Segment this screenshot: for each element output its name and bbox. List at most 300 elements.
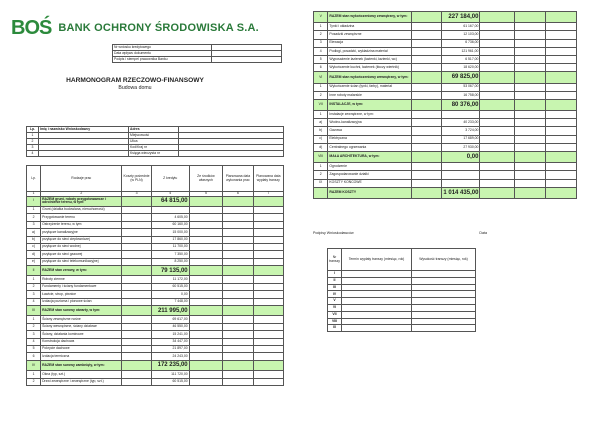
row-input-cell[interactable] — [514, 111, 545, 119]
row-input-cell[interactable] — [480, 39, 514, 47]
row-input-cell[interactable] — [122, 266, 151, 276]
row-input-cell[interactable] — [514, 47, 545, 55]
row-input-cell[interactable] — [189, 196, 223, 206]
tranche-input-cell[interactable] — [412, 284, 476, 291]
row-input-cell[interactable] — [223, 316, 253, 323]
owners-lp: 1 — [27, 133, 39, 139]
owners-header-name: Imię i nazwisko Wnioskodawcy — [39, 127, 129, 133]
row-work-name: Fundamenty i ściany fundamentowe — [41, 283, 122, 290]
row-input-cell[interactable] — [480, 31, 514, 39]
col-work-date: Planowana data wykonania prac — [223, 166, 253, 192]
row-input-cell[interactable] — [545, 39, 576, 47]
row-input-cell[interactable] — [223, 298, 253, 305]
row-input-cell[interactable] — [411, 64, 441, 72]
row-input-cell[interactable] — [122, 251, 151, 258]
row-input-cell[interactable] — [411, 23, 441, 31]
row-input-cell[interactable] — [480, 72, 514, 83]
row-input-cell[interactable] — [223, 331, 253, 338]
row-input-cell[interactable] — [514, 135, 545, 143]
row-input-cell[interactable] — [122, 229, 151, 236]
row-credit-value: 1 014 435,00 — [441, 187, 480, 198]
row-input-cell[interactable] — [122, 258, 151, 265]
row-input-cell[interactable] — [411, 72, 441, 83]
row-lp — [314, 187, 328, 198]
tranche-number: I — [328, 271, 342, 278]
col-credit: Z kredytu — [151, 166, 189, 192]
row-input-cell[interactable] — [411, 187, 441, 198]
row-lp: V — [314, 12, 328, 23]
tranche-input-cell[interactable] — [412, 325, 476, 332]
row-lp: c) — [27, 243, 41, 250]
row-credit-value: 6 736,00 — [441, 39, 480, 47]
row-input-cell[interactable] — [514, 163, 545, 171]
row-input-cell[interactable] — [253, 298, 283, 305]
table-row — [314, 163, 577, 171]
row-credit-value: 80 376,00 — [441, 99, 480, 110]
row-work-name: Okna (typ, szt.) — [41, 371, 122, 378]
row-work-name: przyłącze kanalizacyjne — [41, 229, 122, 236]
row-credit-value — [441, 111, 480, 119]
row-input-cell[interactable] — [480, 12, 514, 23]
section-total-row — [27, 306, 284, 316]
row-input-cell[interactable] — [480, 55, 514, 63]
row-input-cell[interactable] — [189, 345, 223, 352]
tranche-input-cell[interactable] — [342, 298, 412, 305]
row-input-cell[interactable] — [411, 12, 441, 23]
row-input-cell[interactable] — [545, 23, 576, 31]
signature-label: Podpisy Wnioskodawców — [313, 231, 354, 235]
row-input-cell[interactable] — [480, 143, 514, 151]
row-lp: 3 — [27, 291, 41, 298]
row-input-cell[interactable] — [545, 179, 576, 187]
row-input-cell[interactable] — [189, 378, 223, 385]
row-input-cell[interactable] — [411, 111, 441, 119]
row-input-cell[interactable] — [411, 127, 441, 135]
row-input-cell[interactable] — [545, 171, 576, 179]
row-input-cell[interactable] — [411, 152, 441, 163]
row-credit-value: 60 515,00 — [151, 283, 189, 290]
row-input-cell[interactable] — [480, 99, 514, 110]
row-work-name: Wykończenie ścian (tynki, farby), materiał — [328, 83, 411, 91]
row-input-cell[interactable] — [122, 214, 151, 221]
row-input-cell[interactable] — [545, 152, 576, 163]
row-input-cell[interactable] — [223, 378, 253, 385]
row-input-cell[interactable] — [253, 196, 283, 206]
tranche-number: IV — [328, 291, 342, 298]
row-input-cell[interactable] — [253, 345, 283, 352]
row-input-cell[interactable] — [514, 12, 545, 23]
tranche-number: VI — [328, 304, 342, 311]
row-input-cell[interactable] — [189, 258, 223, 265]
row-input-cell[interactable] — [545, 163, 576, 171]
row-input-cell[interactable] — [223, 251, 253, 258]
row-input-cell[interactable] — [253, 229, 283, 236]
row-input-cell[interactable] — [480, 152, 514, 163]
row-input-cell[interactable] — [514, 99, 545, 110]
row-input-cell[interactable] — [545, 91, 576, 99]
row-input-cell[interactable] — [122, 291, 151, 298]
row-credit-value: 172 235,00 — [151, 360, 189, 370]
row-input-cell[interactable] — [189, 276, 223, 283]
row-work-name: Ściany, działania kominowe — [41, 331, 122, 338]
row-input-cell[interactable] — [223, 345, 253, 352]
row-input-cell[interactable] — [253, 276, 283, 283]
row-input-cell[interactable] — [411, 119, 441, 127]
row-input-cell[interactable] — [122, 371, 151, 378]
bank-info-value[interactable] — [212, 57, 282, 63]
row-input-cell[interactable] — [122, 353, 151, 360]
row-input-cell[interactable] — [545, 64, 576, 72]
tranche-input-cell[interactable] — [342, 311, 412, 318]
row-input-cell[interactable] — [189, 236, 223, 243]
row-input-cell[interactable] — [122, 345, 151, 352]
row-input-cell[interactable] — [189, 291, 223, 298]
row-credit-value: 53 067,00 — [441, 83, 480, 91]
row-input-cell[interactable] — [223, 323, 253, 330]
tranche-input-cell[interactable] — [342, 291, 412, 298]
owner-field-label: Ulica — [129, 139, 179, 145]
tranche-input-cell[interactable] — [412, 298, 476, 305]
owners-header-address: Adres — [129, 127, 179, 133]
row-input-cell[interactable] — [223, 229, 253, 236]
tranche-input-cell[interactable] — [342, 318, 412, 325]
row-input-cell[interactable] — [514, 152, 545, 163]
row-credit-value: 7 448,00 — [151, 298, 189, 305]
row-lp: 5 — [27, 345, 41, 352]
row-input-cell[interactable] — [253, 236, 283, 243]
row-input-cell[interactable] — [253, 371, 283, 378]
row-input-cell[interactable] — [253, 251, 283, 258]
row-input-cell[interactable] — [223, 353, 253, 360]
tranche-input-cell[interactable] — [342, 284, 412, 291]
row-credit-value: 64 815,00 — [151, 196, 189, 206]
row-input-cell[interactable] — [122, 331, 151, 338]
row-input-cell[interactable] — [480, 127, 514, 135]
row-input-cell[interactable] — [514, 127, 545, 135]
row-input-cell[interactable] — [411, 55, 441, 63]
row-input-cell[interactable] — [253, 266, 283, 276]
row-input-cell[interactable] — [223, 371, 253, 378]
row-input-cell[interactable] — [122, 378, 151, 385]
row-input-cell[interactable] — [514, 72, 545, 83]
row-input-cell[interactable] — [223, 276, 253, 283]
tranche-input-cell[interactable] — [412, 311, 476, 318]
owner-field-label: Kod/Kraj nr — [129, 145, 179, 151]
row-input-cell[interactable] — [122, 316, 151, 323]
row-input-cell[interactable] — [545, 135, 576, 143]
row-input-cell[interactable] — [223, 360, 253, 370]
row-input-cell[interactable] — [223, 221, 253, 228]
row-input-cell[interactable] — [411, 83, 441, 91]
table-row — [314, 119, 577, 127]
row-input-cell[interactable] — [223, 291, 253, 298]
row-input-cell[interactable] — [253, 291, 283, 298]
row-lp: c) — [314, 135, 328, 143]
row-input-cell[interactable] — [189, 214, 223, 221]
row-input-cell[interactable] — [253, 243, 283, 250]
table-row — [314, 31, 577, 39]
row-work-name: Tynki i okładzina — [328, 23, 411, 31]
row-input-cell[interactable] — [122, 276, 151, 283]
row-input-cell[interactable] — [253, 316, 283, 323]
table-row — [27, 283, 284, 290]
row-credit-value: 40 233,00 — [441, 119, 480, 127]
row-credit-value: 61 167,00 — [441, 23, 480, 31]
row-input-cell[interactable] — [411, 31, 441, 39]
row-input-cell[interactable] — [122, 206, 151, 213]
row-input-cell[interactable] — [545, 143, 576, 151]
row-lp: b) — [27, 236, 41, 243]
row-input-cell[interactable] — [122, 243, 151, 250]
row-input-cell[interactable] — [223, 214, 253, 221]
row-input-cell[interactable] — [545, 72, 576, 83]
row-input-cell[interactable] — [411, 91, 441, 99]
row-input-cell[interactable] — [253, 283, 283, 290]
row-input-cell[interactable] — [189, 243, 223, 250]
row-input-cell[interactable] — [223, 206, 253, 213]
row-input-cell[interactable] — [189, 323, 223, 330]
row-work-name: Przygotowanie terenu — [41, 214, 122, 221]
tranche-number: II — [328, 277, 342, 284]
tranche-row — [328, 298, 476, 305]
row-credit-value: 79 135,00 — [151, 266, 189, 276]
row-input-cell[interactable] — [189, 338, 223, 345]
row-input-cell[interactable] — [253, 258, 283, 265]
schedule-body — [27, 196, 284, 385]
row-input-cell[interactable] — [411, 99, 441, 110]
row-lp: d) — [314, 143, 328, 151]
row-input-cell[interactable] — [545, 127, 576, 135]
row-work-name: przyłącze do sieci wodnej — [41, 243, 122, 250]
table-row — [27, 316, 284, 323]
row-input-cell[interactable] — [189, 229, 223, 236]
row-input-cell[interactable] — [480, 91, 514, 99]
schedule-table — [26, 165, 284, 386]
row-input-cell[interactable] — [480, 179, 514, 187]
row-work-name: Wykończenie kuchni, łazienek (tłoczy wiertnik) — [328, 64, 411, 72]
row-input-cell[interactable] — [122, 360, 151, 370]
row-input-cell[interactable] — [411, 47, 441, 55]
tranche-input-cell[interactable] — [342, 325, 412, 332]
tranche-input-cell[interactable] — [412, 277, 476, 284]
row-input-cell[interactable] — [253, 214, 283, 221]
row-input-cell[interactable] — [253, 360, 283, 370]
row-input-cell[interactable] — [189, 316, 223, 323]
row-input-cell[interactable] — [514, 171, 545, 179]
row-input-cell[interactable] — [122, 236, 151, 243]
row-lp: 1 — [27, 371, 41, 378]
row-credit-value: 15 000,00 — [151, 229, 189, 236]
tranche-input-cell[interactable] — [412, 271, 476, 278]
row-input-cell[interactable] — [189, 331, 223, 338]
bank-info-row: Podpis i stempel pracownika Banku — [113, 57, 212, 63]
row-input-cell[interactable] — [223, 306, 253, 316]
bank-info-row: Data wpływu dokumentu — [113, 51, 212, 57]
row-input-cell[interactable] — [223, 338, 253, 345]
row-input-cell[interactable] — [480, 111, 514, 119]
row-input-cell[interactable] — [253, 353, 283, 360]
tranche-input-cell[interactable] — [342, 304, 412, 311]
row-input-cell[interactable] — [223, 243, 253, 250]
row-lp: 3 — [27, 221, 41, 228]
row-input-cell[interactable] — [189, 360, 223, 370]
row-lp: d) — [27, 251, 41, 258]
tranche-input-cell[interactable] — [412, 304, 476, 311]
row-input-cell[interactable] — [480, 135, 514, 143]
row-input-cell[interactable] — [480, 187, 514, 198]
row-input-cell[interactable] — [545, 55, 576, 63]
row-input-cell[interactable] — [223, 283, 253, 290]
row-work-name: Pokrycie dachowe — [41, 345, 122, 352]
tranche-input-cell[interactable] — [412, 291, 476, 298]
row-input-cell[interactable] — [122, 338, 151, 345]
row-input-cell[interactable] — [545, 83, 576, 91]
row-input-cell[interactable] — [189, 206, 223, 213]
row-input-cell[interactable] — [514, 119, 545, 127]
row-lp: 2 — [27, 283, 41, 290]
col-number: 6 — [223, 192, 253, 197]
tranche-input-cell[interactable] — [412, 318, 476, 325]
row-input-cell[interactable] — [253, 378, 283, 385]
row-work-name: Roboty ziemne — [41, 276, 122, 283]
row-input-cell[interactable] — [189, 298, 223, 305]
col-payout-date: Planowana data wypłaty transzy — [253, 166, 283, 192]
row-input-cell[interactable] — [189, 306, 223, 316]
section-total-row — [314, 187, 577, 198]
row-input-cell[interactable] — [480, 171, 514, 179]
owner-field-label: Miejscowość — [129, 133, 179, 139]
row-input-cell[interactable] — [189, 283, 223, 290]
row-input-cell[interactable] — [253, 323, 283, 330]
row-lp: e) — [27, 258, 41, 265]
row-input-cell[interactable] — [223, 258, 253, 265]
row-input-cell[interactable] — [253, 206, 283, 213]
row-credit-value: 3 724,00 — [441, 127, 480, 135]
tranche-input-cell[interactable] — [342, 271, 412, 278]
owner-field-value[interactable] — [179, 151, 284, 157]
schedule-table-continued — [313, 11, 577, 199]
row-credit-value: 69 825,00 — [441, 72, 480, 83]
row-input-cell[interactable] — [189, 266, 223, 276]
row-lp: 2 — [314, 171, 328, 179]
row-input-cell[interactable] — [411, 171, 441, 179]
table-row — [27, 291, 284, 298]
row-input-cell[interactable] — [122, 221, 151, 228]
row-input-cell[interactable] — [411, 39, 441, 47]
row-input-cell[interactable] — [253, 306, 283, 316]
tranche-input-cell[interactable] — [342, 277, 412, 284]
table-row — [27, 371, 284, 378]
row-input-cell[interactable] — [122, 323, 151, 330]
row-input-cell[interactable] — [545, 111, 576, 119]
row-input-cell[interactable] — [223, 266, 253, 276]
row-input-cell[interactable] — [545, 12, 576, 23]
row-input-cell[interactable] — [480, 119, 514, 127]
row-input-cell[interactable] — [411, 143, 441, 151]
row-input-cell[interactable] — [480, 23, 514, 31]
tranche-row — [328, 271, 476, 278]
row-work-name: przyłącze do sieci gazowej — [41, 251, 122, 258]
table-row — [27, 331, 284, 338]
row-work-name: Ławicie, strop, piwnice — [41, 291, 122, 298]
row-input-cell[interactable] — [514, 39, 545, 47]
row-input-cell[interactable] — [223, 236, 253, 243]
row-work-name: RAZEM stan zerowy, w tym: — [41, 266, 122, 276]
row-input-cell[interactable] — [514, 179, 545, 187]
row-input-cell[interactable] — [514, 64, 545, 72]
tranche-number: V — [328, 298, 342, 305]
row-input-cell[interactable] — [545, 119, 576, 127]
row-credit-value: 0,00 — [441, 152, 480, 163]
row-input-cell[interactable] — [411, 163, 441, 171]
row-lp: 2 — [27, 323, 41, 330]
tranche-number: IX — [328, 325, 342, 332]
row-input-cell[interactable] — [480, 83, 514, 91]
row-input-cell[interactable] — [480, 64, 514, 72]
row-input-cell[interactable] — [514, 91, 545, 99]
row-input-cell[interactable] — [545, 99, 576, 110]
row-input-cell[interactable] — [514, 23, 545, 31]
row-input-cell[interactable] — [189, 353, 223, 360]
row-lp: I — [27, 196, 41, 206]
row-input-cell[interactable] — [122, 298, 151, 305]
row-input-cell[interactable] — [189, 251, 223, 258]
row-input-cell[interactable] — [545, 31, 576, 39]
row-input-cell[interactable] — [189, 371, 223, 378]
row-input-cell[interactable] — [223, 196, 253, 206]
row-input-cell[interactable] — [480, 47, 514, 55]
row-work-name: Izolacja termiczna — [41, 353, 122, 360]
row-input-cell[interactable] — [122, 283, 151, 290]
row-lp: 2 — [27, 214, 41, 221]
row-input-cell[interactable] — [545, 47, 576, 55]
row-work-name: Ściany wewnętrzne, ściany działowe — [41, 323, 122, 330]
row-input-cell[interactable] — [122, 306, 151, 316]
row-input-cell[interactable] — [253, 338, 283, 345]
row-work-name: Instalacje zewnętrzne, w tym: — [328, 111, 411, 119]
tranche-row — [328, 304, 476, 311]
row-credit-value: 17 860,00 — [151, 236, 189, 243]
row-input-cell[interactable] — [514, 55, 545, 63]
row-work-name: RAZEM KOSZTY — [328, 187, 411, 198]
row-input-cell[interactable] — [253, 221, 283, 228]
row-input-cell[interactable] — [411, 135, 441, 143]
section-total-row — [314, 99, 577, 110]
row-credit-value: 111 720,00 — [151, 371, 189, 378]
row-credit-value: 69 617,00 — [151, 316, 189, 323]
row-input-cell[interactable] — [545, 187, 576, 198]
owner-name-field[interactable] — [39, 151, 129, 157]
row-input-cell[interactable] — [514, 143, 545, 151]
table-row — [27, 251, 284, 258]
table-row — [27, 258, 284, 265]
row-input-cell[interactable] — [514, 83, 545, 91]
row-work-name: RAZEM stan surowy otwarty, w tym: — [41, 306, 122, 316]
date-label: Data — [479, 231, 487, 235]
row-input-cell[interactable] — [122, 196, 151, 206]
table-row — [27, 221, 284, 228]
row-input-cell[interactable] — [253, 331, 283, 338]
row-input-cell[interactable] — [514, 187, 545, 198]
row-input-cell[interactable] — [514, 31, 545, 39]
tranche-number: VII — [328, 311, 342, 318]
row-credit-value: 60 515,00 — [151, 378, 189, 385]
owner-field-label: Księga wieczysta nr — [129, 151, 179, 157]
row-input-cell[interactable] — [480, 163, 514, 171]
row-input-cell[interactable] — [411, 179, 441, 187]
row-input-cell[interactable] — [189, 221, 223, 228]
table-row — [27, 338, 284, 345]
